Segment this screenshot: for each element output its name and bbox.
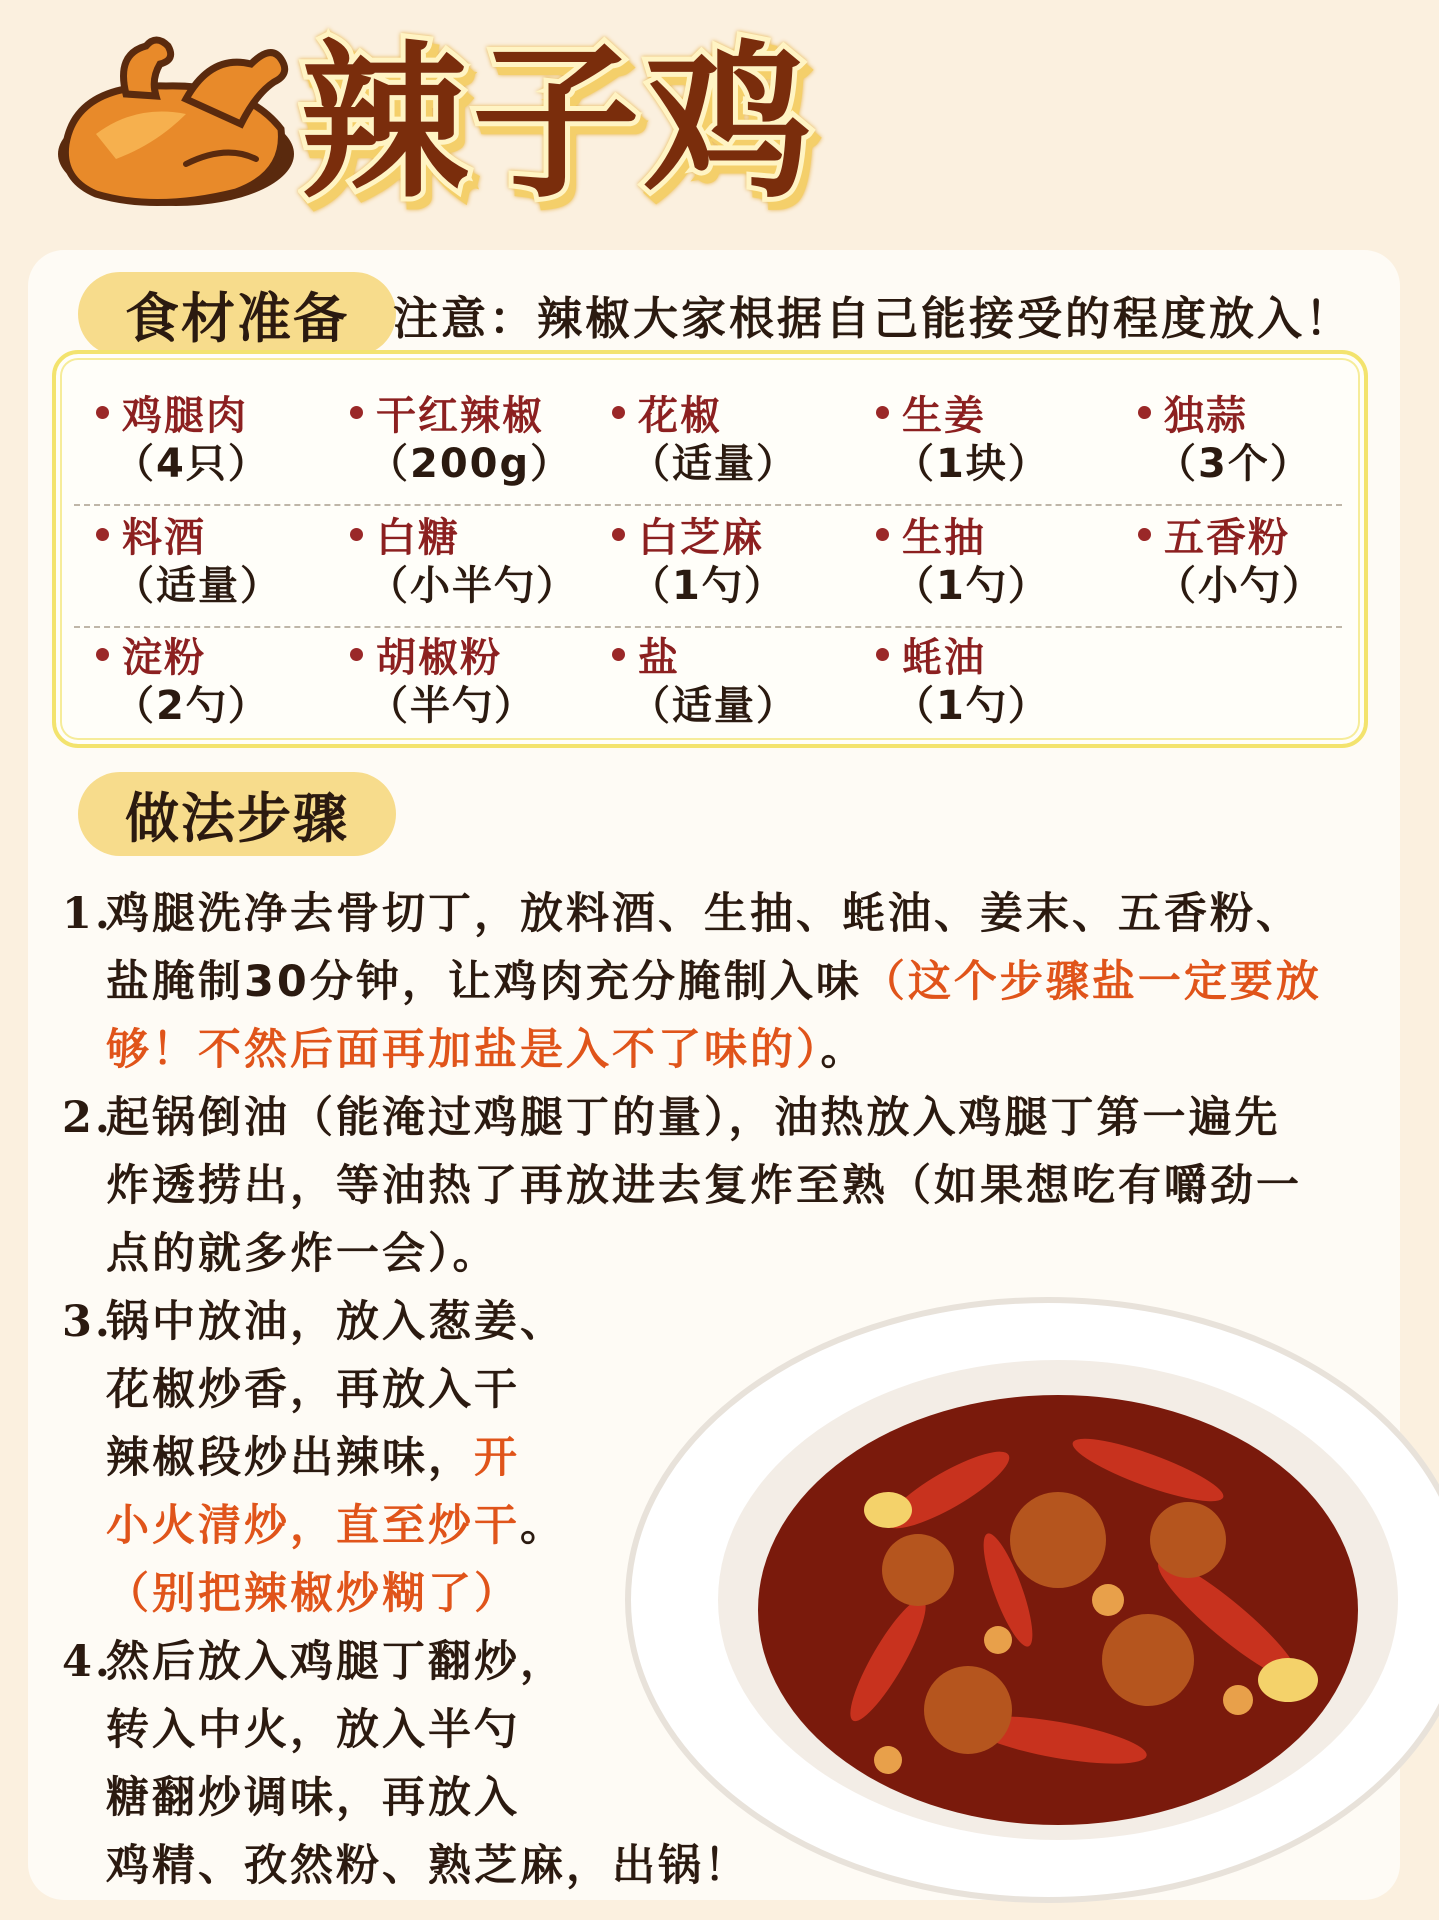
bullet-icon <box>1138 528 1151 541</box>
ingredient-amount: （适量） <box>114 563 282 609</box>
ingredients-section-label: 食材准备 <box>78 272 396 356</box>
step-line: 炸透捞出，等油热了再放进去复炸至熟（如果想吃有嚼劲一 <box>106 1161 1302 1211</box>
ingredient-item <box>328 506 590 616</box>
ingredient-name: 淀粉 <box>122 635 206 681</box>
ingredient-name: 生姜 <box>902 393 986 439</box>
ingredient-name: 干红辣椒 <box>376 393 544 439</box>
ingredient-item <box>328 384 590 494</box>
ingredient-amount: （3个） <box>1156 441 1312 487</box>
ingredient-amount: （1勺） <box>894 563 1050 609</box>
ingredient-amount: （200g） <box>368 441 573 487</box>
step-text: 辣椒段炒出辣味， <box>106 1433 474 1483</box>
ingredient-amount: （1勺） <box>630 563 786 609</box>
step-text: 盐腌制30分钟，让鸡肉充分腌制入味 <box>106 957 862 1007</box>
ingredient-item <box>590 626 852 736</box>
ingredient-name: 胡椒粉 <box>376 635 502 681</box>
ingredient-amount: （2勺） <box>114 683 270 729</box>
bullet-icon <box>350 648 363 661</box>
ingredient-amount: （小勺） <box>1156 563 1324 609</box>
ingredient-name: 料酒 <box>122 515 206 561</box>
bullet-icon <box>350 406 363 419</box>
ingredient-name: 蚝油 <box>902 635 986 681</box>
ingredient-name: 白芝麻 <box>638 515 764 561</box>
ingredient-name: 白糖 <box>376 515 460 561</box>
bullet-icon <box>96 406 109 419</box>
ingredient-amount: （小半勺） <box>368 563 578 609</box>
ingredient-amount: （适量） <box>630 441 798 487</box>
step-number: 3. <box>62 1297 113 1347</box>
ingredient-item <box>590 384 852 494</box>
bullet-icon <box>876 528 889 541</box>
ingredient-name: 鸡腿肉 <box>122 393 248 439</box>
ingredient-row <box>74 626 1342 746</box>
ingredient-item <box>1116 506 1378 616</box>
step-line: 鸡精、孜然粉、熟芝麻，出锅！ <box>106 1841 750 1891</box>
step-highlight: （这个步骤盐一定要放 <box>861 957 1322 1007</box>
ingredient-item <box>328 626 590 736</box>
step-line <box>106 948 1392 1016</box>
ingredient-name: 花椒 <box>638 393 722 439</box>
bullet-icon <box>96 528 109 541</box>
step-line <box>106 1016 1392 1084</box>
step-line: 花椒炒香，再放入干 <box>106 1365 520 1415</box>
bullet-icon <box>1138 406 1151 419</box>
step-line: 然后放入鸡腿丁翻炒， <box>106 1637 566 1687</box>
ingredient-amount: （适量） <box>630 683 798 729</box>
step-line <box>106 1424 676 1492</box>
bullet-icon <box>612 406 625 419</box>
step-highlight: 够！不然后面再加盐是入不了味的） <box>106 1025 821 1075</box>
steps-list <box>62 880 1392 1900</box>
ingredient-item <box>74 384 336 494</box>
step-line: 鸡腿洗净去骨切丁，放料酒、生抽、蚝油、姜末、五香粉、 <box>106 889 1302 939</box>
step-number: 1. <box>62 889 113 939</box>
bullet-icon <box>612 528 625 541</box>
recipe-card <box>28 250 1400 1900</box>
step-line <box>106 1492 676 1560</box>
step-item <box>62 880 1392 1084</box>
ingredient-amount: （4只） <box>114 441 270 487</box>
step-number: 2. <box>62 1093 113 1143</box>
step-line: 转入中火，放入半勺 <box>106 1705 520 1755</box>
step-line: 锅中放油，放入葱姜、 <box>106 1297 566 1347</box>
bullet-icon <box>350 528 363 541</box>
header <box>0 0 1439 240</box>
step-highlight: 开 <box>474 1433 520 1483</box>
ingredient-row <box>74 384 1342 506</box>
ingredient-row <box>74 506 1342 628</box>
step-item <box>62 1628 750 1900</box>
step-number: 4. <box>62 1637 113 1687</box>
ingredient-item <box>854 506 1116 616</box>
ingredient-item <box>1116 384 1378 494</box>
ingredient-amount: （1勺） <box>894 683 1050 729</box>
spice-notice: 注意：辣椒大家根据自己能接受的程度放入！ <box>393 291 1354 345</box>
bullet-icon <box>96 648 109 661</box>
step-text: 。 <box>520 1501 566 1551</box>
step-text: 。 <box>820 1025 867 1075</box>
ingredient-item <box>74 506 336 616</box>
ingredient-amount: （1块） <box>894 441 1050 487</box>
ingredient-item <box>74 626 336 736</box>
ingredient-item <box>590 506 852 616</box>
step-item <box>62 1084 1392 1288</box>
ingredient-name: 生抽 <box>902 515 986 561</box>
step-highlight: 小火清炒，直至炒干 <box>106 1501 520 1551</box>
bullet-icon <box>876 648 889 661</box>
steps-section-label: 做法步骤 <box>78 772 396 856</box>
page-title: 辣子鸡 <box>300 25 816 221</box>
step-item <box>62 1288 676 1628</box>
step-line: 点的就多炸一会）。 <box>106 1229 499 1279</box>
step-line: 糖翻炒调味，再放入 <box>106 1773 520 1823</box>
step-line: 起锅倒油（能淹过鸡腿丁的量），油热放入鸡腿丁第一遍先 <box>106 1093 1281 1143</box>
ingredient-item <box>854 626 1116 736</box>
bullet-icon <box>876 406 889 419</box>
ingredient-item <box>854 384 1116 494</box>
roast-chicken-icon <box>36 34 306 214</box>
ingredient-name: 独蒜 <box>1164 393 1248 439</box>
ingredient-name: 五香粉 <box>1164 515 1290 561</box>
ingredients-box <box>52 350 1368 748</box>
step-highlight: （别把辣椒炒糊了） <box>106 1569 520 1619</box>
bullet-icon <box>612 648 625 661</box>
ingredient-amount: （半勺） <box>368 683 536 729</box>
ingredient-name: 盐 <box>638 635 680 681</box>
